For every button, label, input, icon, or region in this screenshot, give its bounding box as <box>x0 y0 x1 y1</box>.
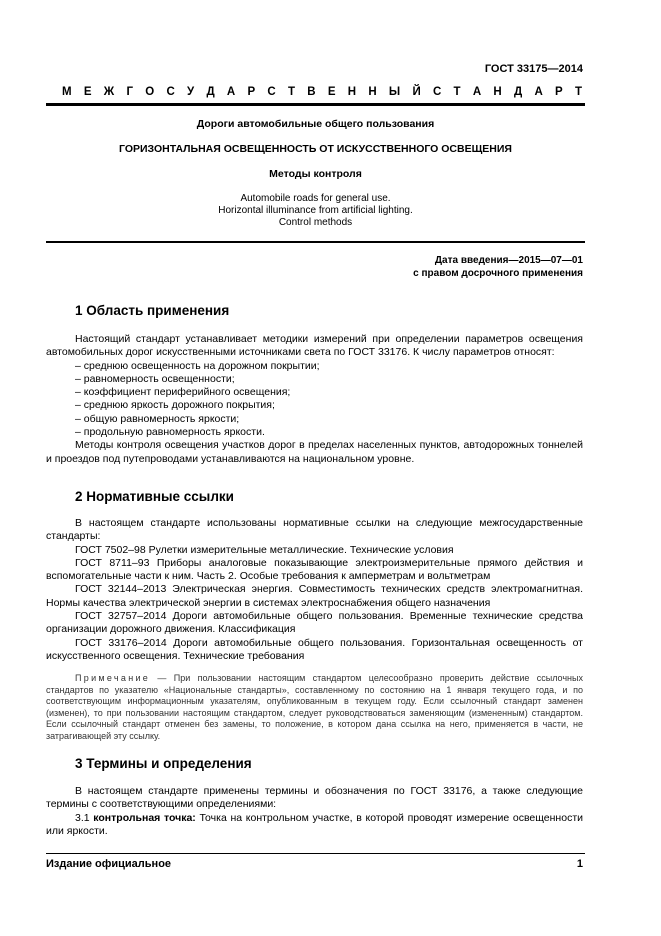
note-label: Примечание <box>75 673 151 683</box>
section-2-heading: 2 Нормативные ссылки <box>75 489 234 504</box>
english-title-line: Horizontal illuminance from artificial lighting. <box>218 205 413 216</box>
title-divider <box>46 241 585 243</box>
introduction-date-block <box>413 255 583 280</box>
section-2-body <box>46 517 583 663</box>
paragraph: Настоящий стандарт устанавливает методики измерений при определении параметров освещения автомобильных дорог искусственными источниками света по ГОСТ 33176. К числу параметров относят: <box>46 333 583 359</box>
paragraph: В настоящем стандарте применены термины и обозначения по ГОСТ 33176, а также следующие термины с соответствующими определениями: <box>46 785 583 811</box>
footer-divider <box>46 853 585 854</box>
reference-item: ГОСТ 7502–98 Рулетки измерительные металлические. Технические условия <box>75 543 454 556</box>
doc-number: ГОСТ 33175—2014 <box>484 63 583 75</box>
section-1-heading: 1 Область применения <box>75 303 230 318</box>
list-item: – продольную равномерность яркости. <box>75 426 265 439</box>
header-divider <box>46 103 585 106</box>
edition-label: Издание официальное <box>46 858 172 870</box>
english-title <box>46 193 585 229</box>
note-block <box>46 673 583 743</box>
term-number: 3.1 <box>75 811 94 824</box>
list-item: – среднюю освещенность на дорожном покрытии; <box>75 359 320 372</box>
intro-date: Дата введения—2015—07—01 <box>434 255 583 266</box>
section-3-body <box>46 785 583 838</box>
section-3-heading: 3 Термины и определения <box>75 756 252 771</box>
early-application: с правом досрочного применения <box>413 267 583 279</box>
english-title-line: Control methods <box>278 217 353 228</box>
section-1-body <box>46 333 583 466</box>
paragraph: Методы контроля освещения участков дорог в пределах населенных пунктов, автодорожных тоннелей и проездов под путепроводами устанавливаются на национальном уровне. <box>46 439 583 465</box>
list-item: – общую равномерность яркости; <box>75 412 240 425</box>
title-line-3: Методы контроля <box>269 168 362 180</box>
reference-item: ГОСТ 33176–2014 Дороги автомобильные общего пользования. Горизонтальная освещенность от искусственного освещения. Технические требования <box>46 636 583 662</box>
title-line-2: ГОРИЗОНТАЛЬНАЯ ОСВЕЩЕННОСТЬ ОТ ИСКУССТВЕННОГО ОСВЕЩЕНИЯ <box>119 143 512 155</box>
list-item: – среднюю яркость дорожного покрытия; <box>75 399 275 412</box>
paragraph: В настоящем стандарте использованы нормативные ссылки на следующие межгосударственные стандарты: <box>46 517 583 543</box>
reference-item: ГОСТ 32757–2014 Дороги автомобильные общего пользования. Временные технические средства организации дорожного движения. Классификация <box>46 610 583 636</box>
reference-item: ГОСТ 8711–93 Приборы аналоговые показывающие электроизмерительные прямого действия и вспомогательные части к ним. Часть 2. Особые требования к амперметрам и вольтметрам <box>46 556 583 583</box>
note-text: — При пользовании настоящим стандартом целесообразно проверить действие ссылочных стандартов по указателю «Национальные стандарты», составленному по состоянию на 1 января текущего года, и по соответствующим информационным указателям, опубликованным в текущем году. Если ссылочный стандарт заменен (изменен), то при пользовании настоящим стандартом, следует руководствоваться заменяющим (измененным) стандартом. Если ссылочный стандарт отменен без замены, то положение, в котором дана ссылка на него, применяется в части, не затрагивающей эту ссылку. <box>46 673 583 741</box>
page-number: 1 <box>576 858 583 870</box>
standard-type-banner: М Е Ж Г О С У Д А Р С Т В Е Н Н Ы Й С Т А Н Д А Р Т <box>62 86 582 98</box>
term-name: контрольная точка: <box>93 811 196 824</box>
list-item: – коэффициент периферийного освещения; <box>75 386 291 399</box>
term-definition <box>46 812 583 839</box>
english-title-line: Automobile roads for general use. <box>240 193 391 204</box>
list-item: – равномерность освещенности; <box>75 372 235 385</box>
term-text: Точка на контрольном участке, в которой проводят измерение освещенности или яркости. <box>46 811 583 837</box>
reference-item: ГОСТ 32144–2013 Электрическая энергия. Совместимость технических средств электромагнитная. Нормы качества электрической энергии в системах электроснабжения общего назначения <box>46 583 583 609</box>
title-line-1: Дороги автомобильные общего пользования <box>196 118 435 130</box>
